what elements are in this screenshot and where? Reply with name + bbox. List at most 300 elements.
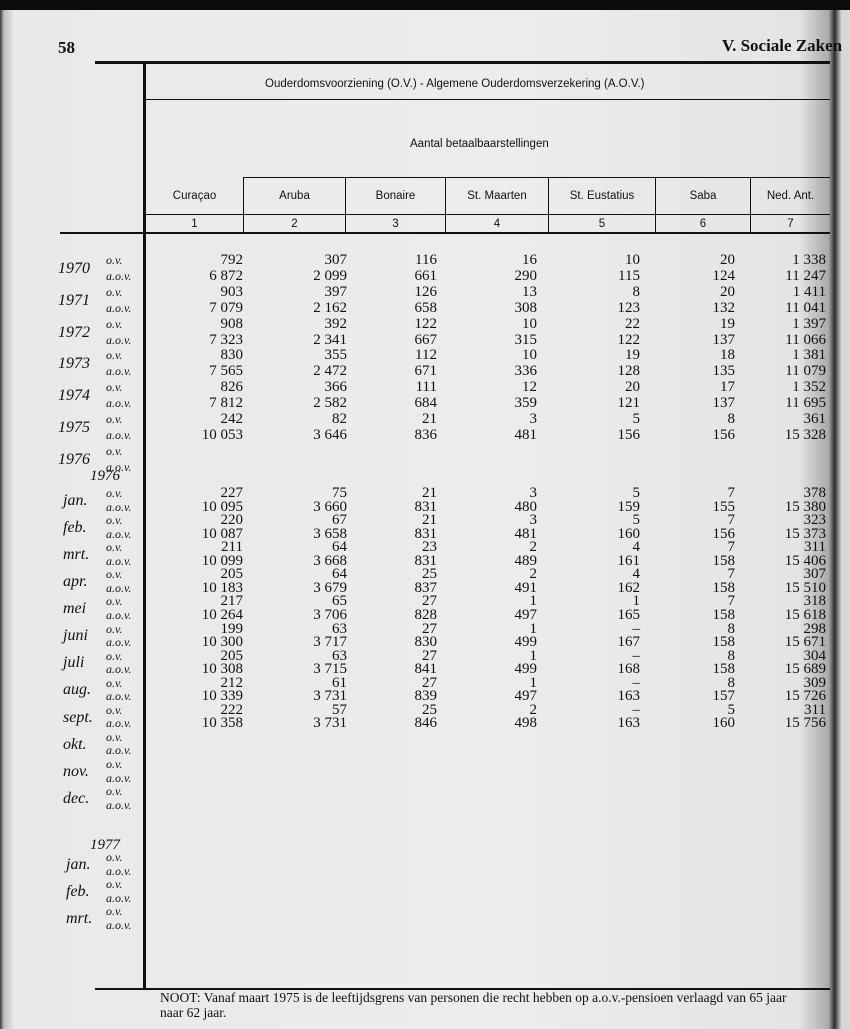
table-cell: 6 872 bbox=[209, 267, 243, 284]
table-cell: 397 bbox=[324, 283, 347, 300]
period-label: 1971 bbox=[58, 291, 90, 309]
row-label-aov: a.o.v. bbox=[106, 689, 132, 704]
table-cell: 64 bbox=[332, 566, 347, 583]
table-cell: 3 668 bbox=[313, 552, 347, 569]
table-cell: 309 bbox=[803, 674, 826, 691]
table-cell: 1 bbox=[529, 593, 537, 610]
row-label-aov: a.o.v. bbox=[106, 427, 132, 442]
table-cell: 4 bbox=[632, 539, 640, 556]
table-cell: 792 bbox=[220, 252, 243, 268]
header-rule bbox=[146, 99, 830, 100]
table-title: Ouderdomsvoorziening (O.V.) - Algemene Ouderdomsverzekering (A.O.V.) bbox=[265, 78, 645, 90]
row-label-aov: a.o.v. bbox=[106, 918, 132, 932]
table-cell: 1 bbox=[632, 593, 640, 610]
row-label-ov: o.v. bbox=[106, 877, 123, 892]
table-cell: 161 bbox=[617, 552, 640, 569]
table-cell: 11 695 bbox=[785, 395, 826, 412]
table-cell: 336 bbox=[514, 363, 537, 380]
table-cell: 10 308 bbox=[201, 661, 243, 678]
table-cell: 481 bbox=[514, 525, 537, 542]
table-cell: 3 646 bbox=[313, 426, 347, 443]
table-cell: 10 053 bbox=[201, 426, 243, 443]
table-cell: 12 bbox=[522, 379, 537, 396]
period-label: 1975 bbox=[58, 418, 90, 436]
table-cell: 290 bbox=[514, 267, 537, 284]
table-cell: 2 bbox=[529, 566, 537, 583]
table-cell: 121 bbox=[617, 395, 640, 412]
column-header-number: 1 bbox=[191, 218, 198, 230]
table-cell: 20 bbox=[720, 283, 735, 300]
table-cell: 3 658 bbox=[313, 525, 347, 542]
table-cell: 7 079 bbox=[209, 299, 243, 316]
table-cell: 7 bbox=[727, 485, 735, 501]
table-cell: 3 717 bbox=[313, 634, 347, 651]
table-cell: – bbox=[632, 620, 640, 637]
row-label-aov: a.o.v. bbox=[106, 332, 132, 347]
table-cell: 10 183 bbox=[201, 579, 243, 596]
column-header-number: 7 bbox=[787, 218, 794, 230]
row-label-aov: a.o.v. bbox=[106, 797, 132, 812]
table-top-rule bbox=[95, 61, 830, 64]
row-label-aov: a.o.v. bbox=[106, 863, 132, 878]
table-cell: 15 618 bbox=[784, 606, 826, 623]
column-header-name: St. Eustatius bbox=[569, 190, 635, 202]
table-cell: 304 bbox=[803, 647, 826, 664]
table-cell: 3 660 bbox=[313, 498, 347, 515]
period-label: juli bbox=[63, 654, 85, 672]
table-cell: 163 bbox=[617, 688, 640, 705]
table-cell: 15 328 bbox=[784, 426, 826, 443]
table-cell: 212 bbox=[220, 674, 243, 691]
period-label: mrt. bbox=[66, 910, 93, 928]
table-cell: 7 565 bbox=[209, 363, 243, 380]
column-header-number: 2 bbox=[291, 218, 298, 230]
table-cell: 5 bbox=[727, 701, 735, 718]
table-cell: 3 706 bbox=[313, 606, 347, 623]
table-cell: 830 bbox=[414, 634, 437, 651]
table-cell: 315 bbox=[514, 331, 537, 348]
row-label-aov: a.o.v. bbox=[106, 553, 132, 568]
table-cell: 903 bbox=[220, 283, 243, 300]
table-cell: 839 bbox=[414, 688, 437, 705]
table-cell: 7 bbox=[727, 593, 735, 610]
table-cell: 2 582 bbox=[313, 395, 347, 412]
row-label-aov: a.o.v. bbox=[106, 364, 132, 379]
table-cell: 5 bbox=[632, 411, 640, 427]
table-cell: 3 731 bbox=[313, 715, 347, 732]
row-label-aov: a.o.v. bbox=[106, 716, 132, 731]
table-cell: 307 bbox=[803, 566, 826, 583]
table-cell: 27 bbox=[422, 620, 437, 637]
table-cell: 828 bbox=[414, 606, 437, 623]
table-cell: 311 bbox=[804, 539, 826, 556]
row-label-ov: o.v. bbox=[106, 412, 123, 426]
table-cell: 15 510 bbox=[784, 579, 826, 596]
table-cell: 167 bbox=[617, 634, 640, 651]
table-cell: 27 bbox=[422, 593, 437, 610]
table-cell: 126 bbox=[414, 283, 437, 300]
period-label: feb. bbox=[63, 518, 87, 536]
period-label: 1970 bbox=[58, 259, 90, 277]
table-cell: 20 bbox=[625, 379, 640, 396]
table-cell: 10 358 bbox=[201, 715, 243, 732]
table-cell: 122 bbox=[617, 331, 640, 348]
row-label-aov: a.o.v. bbox=[106, 770, 132, 785]
row-label-ov: o.v. bbox=[106, 850, 123, 864]
table-cell: 10 087 bbox=[201, 525, 243, 542]
table-cell: 499 bbox=[514, 634, 537, 651]
table-cell: – bbox=[632, 674, 640, 691]
period-label: 1973 bbox=[58, 355, 90, 373]
table-cell: 2 472 bbox=[313, 363, 347, 380]
table-cell: 392 bbox=[324, 315, 347, 332]
row-label-ov: o.v. bbox=[106, 621, 123, 636]
table-cell: 165 bbox=[617, 606, 640, 623]
row-label-ov: o.v. bbox=[106, 729, 123, 744]
table-cell: 111 bbox=[415, 379, 437, 396]
table-cell: 1 338 bbox=[792, 252, 826, 268]
table-cell: 2 bbox=[529, 539, 537, 556]
table-cell: 10 095 bbox=[201, 498, 243, 515]
table-cell: 199 bbox=[220, 620, 243, 637]
table-cell: 13 bbox=[522, 283, 537, 300]
header-rule bbox=[146, 214, 830, 215]
table-cell: 826 bbox=[220, 379, 243, 396]
column-header-name: Aruba bbox=[279, 190, 310, 202]
period-label: nov. bbox=[63, 762, 89, 780]
row-label-ov: o.v. bbox=[106, 284, 123, 299]
table-cell: 10 300 bbox=[201, 634, 243, 651]
table-cell: 311 bbox=[804, 701, 826, 718]
row-label-ov: o.v. bbox=[106, 540, 123, 555]
table-cell: 158 bbox=[712, 606, 735, 623]
column-header-name: Curaçao bbox=[172, 190, 217, 202]
table-cell: 4 bbox=[632, 566, 640, 583]
column-header-number: 6 bbox=[699, 218, 707, 230]
table-cell: 7 bbox=[727, 566, 735, 583]
column-header-name: Saba bbox=[689, 190, 717, 202]
row-label-ov: o.v. bbox=[106, 702, 123, 717]
table-cell: 16 bbox=[522, 252, 537, 268]
table-cell: 3 bbox=[529, 485, 537, 501]
period-label: 1976 bbox=[58, 450, 90, 468]
table-cell: 498 bbox=[514, 715, 537, 732]
table-cell: 159 bbox=[617, 498, 640, 515]
column-header-name: St. Maarten bbox=[467, 190, 527, 202]
row-label-aov: a.o.v. bbox=[106, 459, 132, 474]
row-label-ov: o.v. bbox=[106, 567, 123, 582]
table-cell: 658 bbox=[414, 299, 437, 316]
table-cell: 1 bbox=[529, 674, 537, 691]
table-cell: – bbox=[632, 701, 640, 718]
table-cell: 82 bbox=[332, 411, 347, 427]
table-cell: 19 bbox=[720, 315, 735, 332]
table-cell: 19 bbox=[625, 347, 640, 364]
table-cell: 11 079 bbox=[785, 363, 826, 380]
table-cell: 3 731 bbox=[313, 688, 347, 705]
table-cell: 355 bbox=[324, 347, 347, 364]
table-cell: 160 bbox=[712, 715, 735, 732]
period-label: jan. bbox=[63, 491, 88, 509]
row-label-ov: o.v. bbox=[106, 443, 123, 458]
table-cell: 61 bbox=[332, 674, 347, 691]
table-cell: 831 bbox=[414, 552, 437, 569]
table-cell: 1 381 bbox=[792, 347, 826, 364]
period-label: apr. bbox=[63, 573, 88, 591]
table-cell: 1 397 bbox=[792, 315, 826, 332]
table-cell: 15 406 bbox=[784, 552, 826, 569]
table-cell: 211 bbox=[221, 539, 243, 556]
table-cell: 115 bbox=[618, 267, 640, 284]
table-cell: 11 041 bbox=[785, 299, 826, 316]
table-cell: 480 bbox=[514, 498, 537, 515]
row-label-ov: o.v. bbox=[106, 316, 123, 331]
table-cell: 497 bbox=[514, 688, 537, 705]
table-cell: 10 bbox=[625, 252, 640, 268]
header-rule bbox=[243, 177, 830, 178]
year-heading: 1977 bbox=[90, 837, 120, 853]
table-cell: 15 671 bbox=[784, 634, 826, 651]
table-cell: 25 bbox=[422, 566, 437, 583]
table-cell: 10 099 bbox=[201, 552, 243, 569]
table-cell: 361 bbox=[803, 411, 826, 427]
row-label-aov: a.o.v. bbox=[106, 743, 132, 758]
table-cell: 2 341 bbox=[313, 331, 347, 348]
row-label-ov: o.v. bbox=[106, 757, 123, 771]
table-cell: 846 bbox=[414, 715, 437, 732]
period-label: 1974 bbox=[58, 387, 90, 405]
period-label: dec. bbox=[63, 789, 90, 807]
column-header-name: Ned. Ant. bbox=[766, 190, 815, 202]
table-cell: 27 bbox=[422, 647, 437, 664]
table-cell: 7 323 bbox=[209, 331, 243, 348]
table-cell: – bbox=[632, 647, 640, 664]
table-cell: 8 bbox=[632, 283, 640, 300]
column-header-number: 4 bbox=[493, 218, 501, 230]
table-cell: 158 bbox=[712, 661, 735, 678]
table-cell: 841 bbox=[414, 661, 437, 678]
table-cell: 836 bbox=[414, 426, 437, 443]
table-cell: 8 bbox=[727, 620, 735, 637]
table-cell: 205 bbox=[220, 647, 243, 664]
table-cell: 323 bbox=[803, 512, 826, 529]
row-label-aov: a.o.v. bbox=[106, 890, 132, 905]
table-cell: 112 bbox=[415, 347, 437, 364]
table-cell: 217 bbox=[220, 593, 243, 610]
period-label: aug. bbox=[63, 681, 91, 699]
period-label: 1972 bbox=[58, 323, 90, 341]
table-cell: 57 bbox=[332, 701, 347, 718]
column-header-name: Bonaire bbox=[375, 190, 416, 202]
table-cell: 15 373 bbox=[784, 525, 826, 542]
table-cell: 67 bbox=[332, 512, 347, 529]
table-cell: 15 726 bbox=[784, 688, 826, 705]
table-cell: 15 380 bbox=[784, 498, 826, 515]
table-cell: 1 411 bbox=[792, 283, 826, 300]
row-label-aov: a.o.v. bbox=[106, 300, 132, 315]
table-cell: 8 bbox=[727, 674, 735, 691]
table-cell: 21 bbox=[422, 411, 437, 427]
table-cell: 242 bbox=[220, 411, 243, 427]
table-cell: 163 bbox=[617, 715, 640, 732]
row-label-aov: a.o.v. bbox=[106, 268, 132, 283]
period-label: jan. bbox=[66, 855, 91, 873]
table-cell: 135 bbox=[712, 363, 735, 380]
row-label-aov: a.o.v. bbox=[106, 580, 132, 595]
table-cell: 20 bbox=[720, 252, 735, 268]
table-cell: 359 bbox=[514, 395, 537, 412]
table-cell: 1 bbox=[529, 620, 537, 637]
table-cell: 18 bbox=[720, 347, 735, 364]
table-cell: 65 bbox=[332, 593, 347, 610]
table-cell: 63 bbox=[332, 647, 347, 664]
table-cell: 667 bbox=[414, 331, 437, 348]
row-label-ov: o.v. bbox=[106, 648, 123, 663]
table-cell: 168 bbox=[617, 661, 640, 678]
row-label-aov: a.o.v. bbox=[106, 635, 132, 650]
row-label-ov: o.v. bbox=[106, 675, 123, 690]
scan-border bbox=[0, 0, 850, 10]
table-cell: 156 bbox=[712, 426, 735, 443]
row-label-ov: o.v. bbox=[106, 380, 123, 395]
table-cell: 497 bbox=[514, 606, 537, 623]
table-cell: 5 bbox=[632, 485, 640, 501]
row-label-ov: o.v. bbox=[106, 904, 123, 919]
table-cell: 23 bbox=[422, 539, 437, 556]
table-cell: 15 756 bbox=[784, 715, 826, 732]
table-cell: 1 352 bbox=[792, 379, 826, 396]
table-cell: 64 bbox=[332, 539, 347, 556]
table-cell: 220 bbox=[220, 512, 243, 529]
table-cell: 17 bbox=[720, 379, 735, 396]
table-cell: 308 bbox=[514, 299, 537, 316]
table-cell: 137 bbox=[712, 395, 735, 412]
table-cell: 307 bbox=[324, 252, 347, 268]
table-cell: 63 bbox=[332, 620, 347, 637]
column-header-number: 3 bbox=[392, 218, 399, 230]
table-cell: 366 bbox=[324, 379, 347, 396]
page-number: 58 bbox=[58, 38, 75, 57]
table-cell: 162 bbox=[617, 579, 640, 596]
table-cell: 481 bbox=[514, 426, 537, 443]
period-label: juni bbox=[63, 627, 88, 645]
table-cell: 157 bbox=[712, 688, 735, 705]
table-cell: 2 099 bbox=[313, 267, 347, 284]
table-cell: 3 679 bbox=[313, 579, 347, 596]
table-cell: 499 bbox=[514, 661, 537, 678]
table-cell: 156 bbox=[617, 426, 640, 443]
table-cell: 116 bbox=[415, 252, 437, 268]
table-cell: 11 066 bbox=[785, 331, 826, 348]
row-label-aov: a.o.v. bbox=[106, 607, 132, 622]
table-cell: 298 bbox=[803, 620, 826, 637]
table-cell: 3 bbox=[529, 512, 537, 529]
table-cell: 222 bbox=[220, 701, 243, 718]
row-label-ov: o.v. bbox=[106, 594, 123, 609]
table-cell: 15 689 bbox=[784, 661, 826, 678]
table-cell: 21 bbox=[422, 485, 437, 501]
table-cell: 205 bbox=[220, 566, 243, 583]
year-heading: 1976 bbox=[90, 468, 120, 484]
row-label-aov: a.o.v. bbox=[106, 499, 132, 514]
table-cell: 158 bbox=[712, 552, 735, 569]
table-cell: 8 bbox=[727, 411, 735, 427]
period-label: okt. bbox=[63, 735, 87, 753]
table-cell: 155 bbox=[712, 498, 735, 515]
table-cell: 830 bbox=[220, 347, 243, 364]
table-cell: 10 264 bbox=[201, 606, 243, 623]
table-cell: 122 bbox=[414, 315, 437, 332]
table-cell: 124 bbox=[712, 267, 735, 284]
row-label-aov: a.o.v. bbox=[106, 662, 132, 677]
table-cell: 227 bbox=[220, 485, 243, 501]
table-cell: 156 bbox=[712, 525, 735, 542]
period-label: feb. bbox=[66, 883, 90, 900]
table-cell: 489 bbox=[514, 552, 537, 569]
table-cell: 10 bbox=[522, 315, 537, 332]
row-label-aov: a.o.v. bbox=[106, 526, 132, 541]
row-label-aov: a.o.v. bbox=[106, 396, 132, 411]
section-title: V. Sociale Zaken bbox=[722, 36, 843, 55]
footnote: NOOT: Vanaf maart 1975 is de leeftijdsgrens van personen die recht hebben op a.o.v.-pensioen verlaagd van 65 jaar naar 62 jaar. bbox=[160, 990, 787, 1020]
table-cell: 491 bbox=[514, 579, 537, 596]
table-cell: 123 bbox=[617, 299, 640, 316]
table-cell: 671 bbox=[414, 363, 437, 380]
table-cell: 5 bbox=[632, 512, 640, 529]
table-cell: 11 247 bbox=[785, 267, 826, 284]
table-cell: 75 bbox=[332, 485, 347, 501]
row-label-ov: o.v. bbox=[106, 513, 123, 528]
table-cell: 7 bbox=[727, 512, 735, 529]
table-cell: 158 bbox=[712, 579, 735, 596]
table-cell: 661 bbox=[414, 267, 437, 284]
table-cell: 831 bbox=[414, 498, 437, 515]
table-cell: 21 bbox=[422, 512, 437, 529]
table-cell: 7 812 bbox=[209, 395, 243, 412]
table-cell: 2 bbox=[529, 701, 537, 718]
table-cell: 7 bbox=[727, 539, 735, 556]
table-cell: 378 bbox=[803, 485, 826, 501]
table-cell: 831 bbox=[414, 525, 437, 542]
table-cell: 128 bbox=[617, 363, 640, 380]
stub-divider bbox=[143, 64, 146, 990]
period-label: mrt. bbox=[63, 545, 90, 563]
table-cell: 10 339 bbox=[201, 688, 243, 705]
table-cell: 160 bbox=[617, 525, 640, 542]
table-cell: 22 bbox=[625, 315, 640, 332]
table-cell: 1 bbox=[529, 647, 537, 664]
table-cell: 8 bbox=[727, 647, 735, 664]
table-cell: 837 bbox=[414, 579, 437, 596]
column-header-number: 5 bbox=[598, 218, 606, 230]
table-cell: 684 bbox=[414, 395, 437, 412]
table-cell: 27 bbox=[422, 674, 437, 691]
table-cell: 3 bbox=[529, 411, 537, 427]
table-cell: 158 bbox=[712, 634, 735, 651]
period-label: mei bbox=[63, 600, 87, 618]
row-label-ov: o.v. bbox=[106, 348, 123, 363]
period-label: sept. bbox=[63, 708, 93, 726]
table-cell: 3 715 bbox=[313, 661, 347, 678]
table-cell: 908 bbox=[220, 315, 243, 332]
table-cell: 318 bbox=[803, 593, 826, 610]
row-label-ov: o.v. bbox=[106, 253, 123, 267]
table-cell: 132 bbox=[712, 299, 735, 316]
table-cell: 2 162 bbox=[313, 299, 347, 316]
table-cell: 10 bbox=[522, 347, 537, 364]
table-subtitle: Aantal betaalbaarstellingen bbox=[410, 138, 549, 150]
row-label-ov: o.v. bbox=[106, 486, 123, 500]
